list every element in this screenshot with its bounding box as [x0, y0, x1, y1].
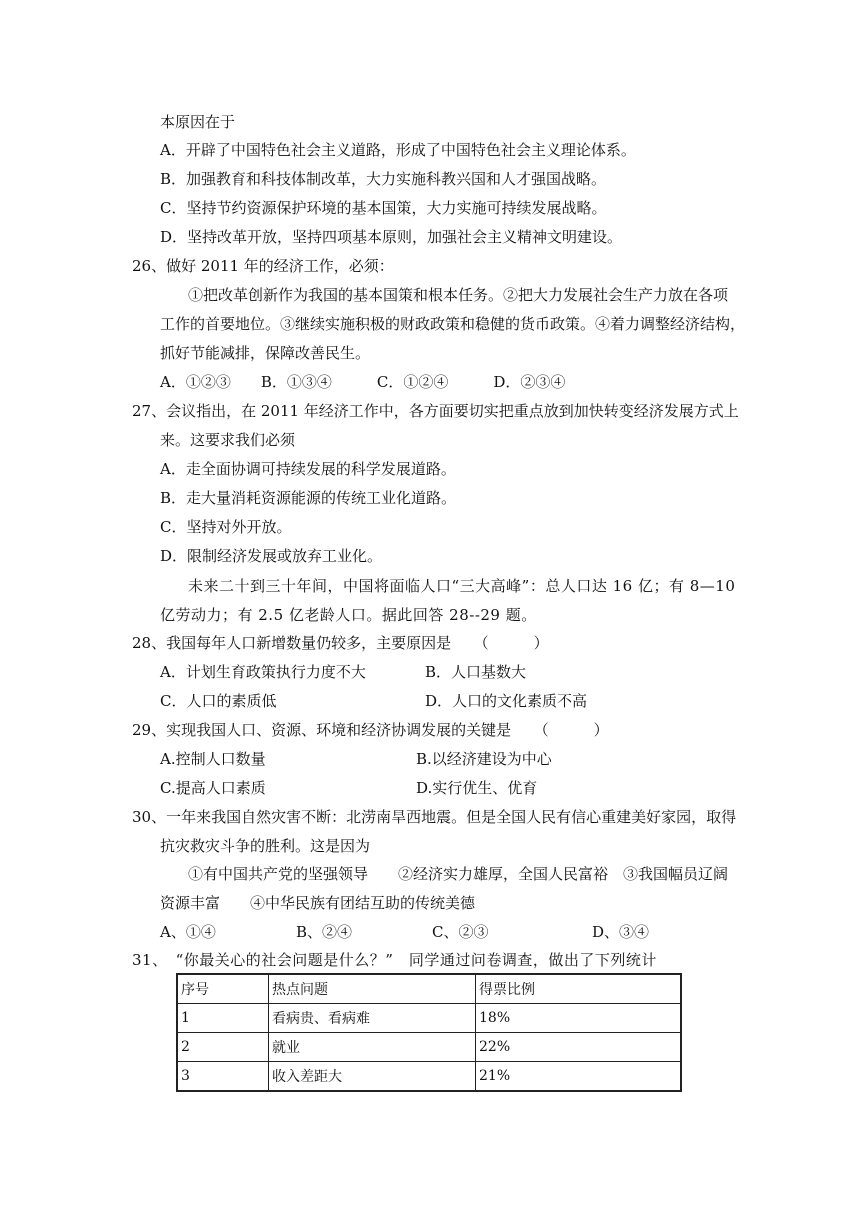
- table-cell: 22%: [476, 1033, 682, 1062]
- q28-option-d: D．人口的文化素质不高: [425, 692, 588, 710]
- q30-option-c: C、②③: [432, 923, 489, 941]
- q29-stem: 29、实现我国人口、资源、环境和经济协调发展的关键是 （ ）: [132, 721, 609, 739]
- table-cell: 21%: [476, 1062, 682, 1092]
- q29-option-d: D.实行优生、优育: [416, 779, 538, 797]
- table-header-row: [177, 974, 681, 1004]
- table-cell: 3: [177, 1062, 269, 1092]
- survey-table: [176, 973, 682, 1092]
- q30-items-line1: ①有中国共产党的坚强领导 ②经济实力雄厚，全国人民富裕 ③我国幅员辽阔: [188, 865, 729, 883]
- q29-option-a: A.控制人口数量: [160, 750, 266, 768]
- table-header-cell: 得票比例: [476, 974, 682, 1004]
- table-cell: 18%: [476, 1004, 682, 1033]
- material-line1: 未来二十到三十年间，中国将面临人口“三大高峰”：总人口达 16 亿；有 8—10: [188, 577, 736, 595]
- table-cell: 就业: [269, 1033, 476, 1062]
- table-header-cell: 热点问题: [269, 974, 476, 1004]
- table-cell: 1: [177, 1004, 269, 1033]
- q28-option-a: A．计划生育政策执行力度不大: [160, 663, 366, 681]
- q28-option-b: B．人口基数大: [425, 663, 527, 681]
- table-cell: 2: [177, 1033, 269, 1062]
- q26-stem: 26、做好 2011 年的经济工作，必须：: [132, 257, 394, 275]
- q27-option-c: C．坚持对外开放。: [160, 518, 292, 536]
- q26-options: A．①②③ B．①③④ C．①②④ D．②③④: [160, 373, 566, 391]
- table-row: [177, 1004, 681, 1033]
- q31-stem: 31、 “你最关心的社会问题是什么？” 同学通过问卷调查，做出了下列统计: [132, 951, 657, 969]
- q29-option-c: C.提高人口素质: [160, 779, 266, 797]
- q26-items-line3: 抓好节能减排，保障改善民生。: [160, 344, 371, 362]
- q30-items-line2: 资源丰富 ④中华民族有团结互助的传统美德: [160, 894, 476, 912]
- q27-option-a: A．走全面协调可持续发展的科学发展道路。: [160, 460, 456, 478]
- q25-option-b: B．加强教育和科技体制改革，大力实施科教兴国和人才强国战略。: [160, 170, 607, 188]
- q30-option-d: D、③④: [592, 923, 650, 941]
- q25-option-a: A．开辟了中国特色社会主义道路，形成了中国特色社会主义理论体系。: [160, 141, 636, 159]
- q25-option-c: C．坚持节约资源保护环境的基本国策，大力实施可持续发展战略。: [160, 199, 607, 217]
- q30-stem-line1: 30、一年来我国自然灾害不断：北涝南旱西地震。但是全国人民有信心重建美好家园，取得: [132, 808, 737, 826]
- table-header-cell: 序号: [177, 974, 269, 1004]
- q30-stem-line2: 抗灾救灾斗争的胜利。这是因为: [160, 837, 371, 855]
- q26-items-line2: 工作的首要地位。③继续实施积极的财政政策和稳健的货币政策。④着力调整经济结构，: [160, 315, 746, 333]
- material-line2: 亿劳动力；有 2.5 亿老龄人口。据此回答 28--29 题。: [160, 606, 537, 624]
- q25-option-d: D．坚持改革开放，坚持四项基本原则，加强社会主义精神文明建设。: [160, 228, 623, 246]
- q25-stem-end: 本原因在于: [160, 113, 236, 131]
- q27-stem-line2: 来。这要求我们必须: [160, 431, 296, 449]
- q28-option-c: C．人口的素质低: [160, 692, 277, 710]
- q30-option-b: B、②④: [296, 923, 353, 941]
- q26-items-line1: ①把改革创新作为我国的基本国策和根本任务。②把大力发展社会生产力放在各项: [188, 286, 729, 304]
- table-cell: 看病贵、看病难: [269, 1004, 476, 1033]
- table-cell: 收入差距大: [269, 1062, 476, 1092]
- q29-option-b: B.以经济建设为中心: [416, 750, 552, 768]
- q30-option-a: A、①④: [160, 923, 216, 941]
- q27-stem-line1: 27、会议指出，在 2011 年经济工作中，各方面要切实把重点放到加快转变经济发展方式上: [132, 402, 739, 420]
- q27-option-d: D．限制经济发展或放弃工业化。: [160, 547, 383, 565]
- q28-stem: 28、我国每年人口新增数量仍较多，主要原因是 （ ）: [132, 634, 549, 652]
- table-row: [177, 1033, 681, 1062]
- table-row: [177, 1062, 681, 1092]
- q27-option-b: B．走大量消耗资源能源的传统工业化道路。: [160, 489, 457, 507]
